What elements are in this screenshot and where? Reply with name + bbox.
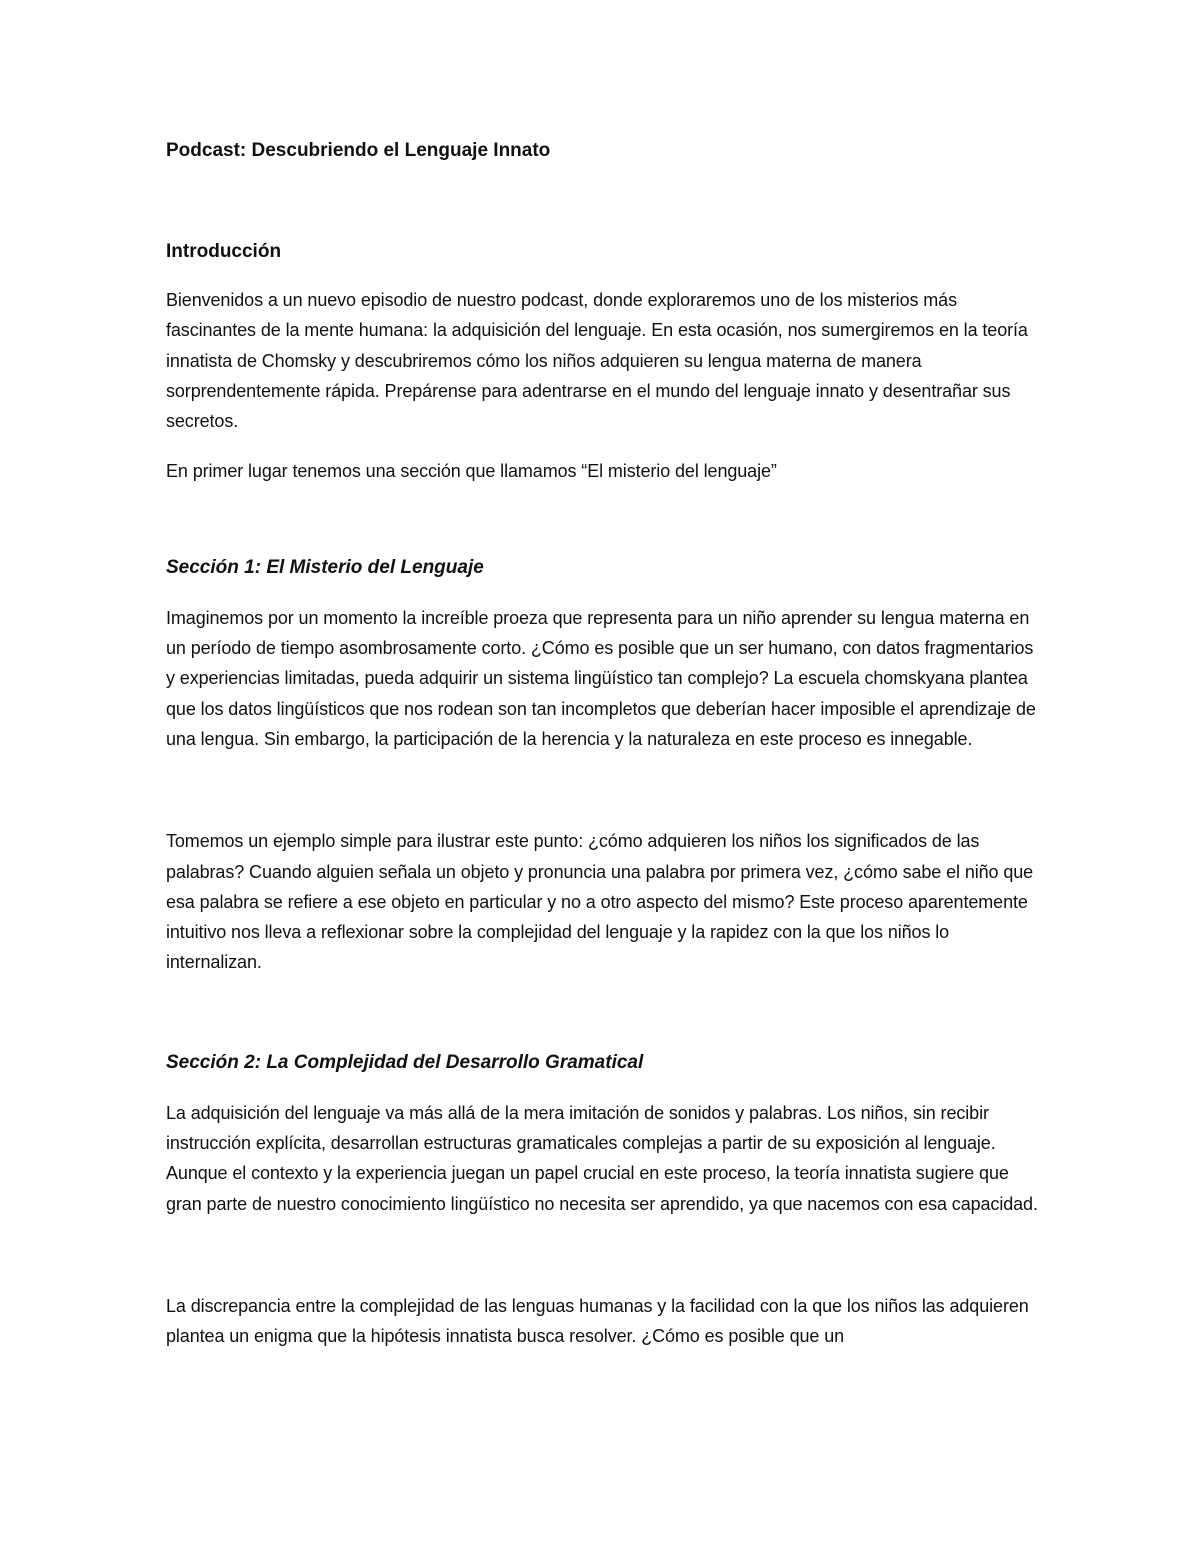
section-2-paragraph-1: La adquisición del lenguaje va más allá de la mera imitación de sonidos y palabras. Los niños, sin recibir instrucción explícita, desarrollan estructuras gramaticales complejas a partir de su exposición al lenguaje. Aunque el contexto y la experiencia juegan un papel crucial en este proceso, la teoría innatista sugiere que gran parte de nuestro conocimiento lingüístico no necesita ser aprendido, ya que nacemos con esa capacidad. bbox=[166, 1102, 1038, 1214]
section-1-paragraph-2: Tomemos un ejemplo simple para ilustrar este punto: ¿cómo adquieren los niños los significados de las palabras? Cuando alguien señala un objeto y pronuncia una palabra por primera vez, ¿cómo sabe el niño que esa palabra se refiere a ese objeto en particular y no a otro aspecto del mismo? Este proceso aparentemente intuitivo nos lleva a reflexionar sobre la complejidad del lenguaje y la rapidez con la que los niños lo internalizan. bbox=[166, 831, 1034, 973]
document-title: Podcast: Descubriendo el Lenguaje Innato bbox=[166, 140, 551, 161]
heading-introduction: Introducción bbox=[166, 241, 282, 262]
heading-section-2: Sección 2: La Complejidad del Desarrollo Gramatical bbox=[166, 1051, 644, 1073]
heading-section-1: Sección 1: El Misterio del Lenguaje bbox=[166, 556, 484, 578]
intro-paragraph-2: En primer lugar tenemos una sección que llamamos “El misterio del lenguaje” bbox=[166, 461, 777, 482]
intro-paragraph-1: Bienvenidos a un nuevo episodio de nuestro podcast, donde exploraremos uno de los misterios más fascinantes de la mente humana: la adquisición del lenguaje. En esta ocasión, nos sumergiremos en la teoría innatista de Chomsky y descubriremos cómo los niños adquieren su lengua materna de manera sorprendentemente rápida. Prepárense para adentrarse en el mundo del lenguaje innato y desentrañar sus secretos. bbox=[166, 290, 1028, 432]
section-2-paragraph-2: La discrepancia entre la complejidad de las lenguas humanas y la facilidad con la que los niños las adquieren plantea un enigma que la hipótesis innatista busca resolver. ¿Cómo es posible que un bbox=[166, 1295, 1029, 1347]
document-body bbox=[166, 136, 1041, 1352]
section-1-paragraph-1: Imaginemos por un momento la increíble proeza que representa para un niño aprender su lengua materna en un período de tiempo asombrosamente corto. ¿Cómo es posible que un ser humano, con datos fragmentarios y experiencias limitadas, pueda adquirir un sistema lingüístico tan complejo? La escuela chomskyana plantea que los datos lingüísticos que nos rodean son tan incompletos que deberían hacer imposible el aprendizaje de una lengua. Sin embargo, la participación de la herencia y la naturaleza en este proceso es innegable. bbox=[166, 607, 1036, 749]
